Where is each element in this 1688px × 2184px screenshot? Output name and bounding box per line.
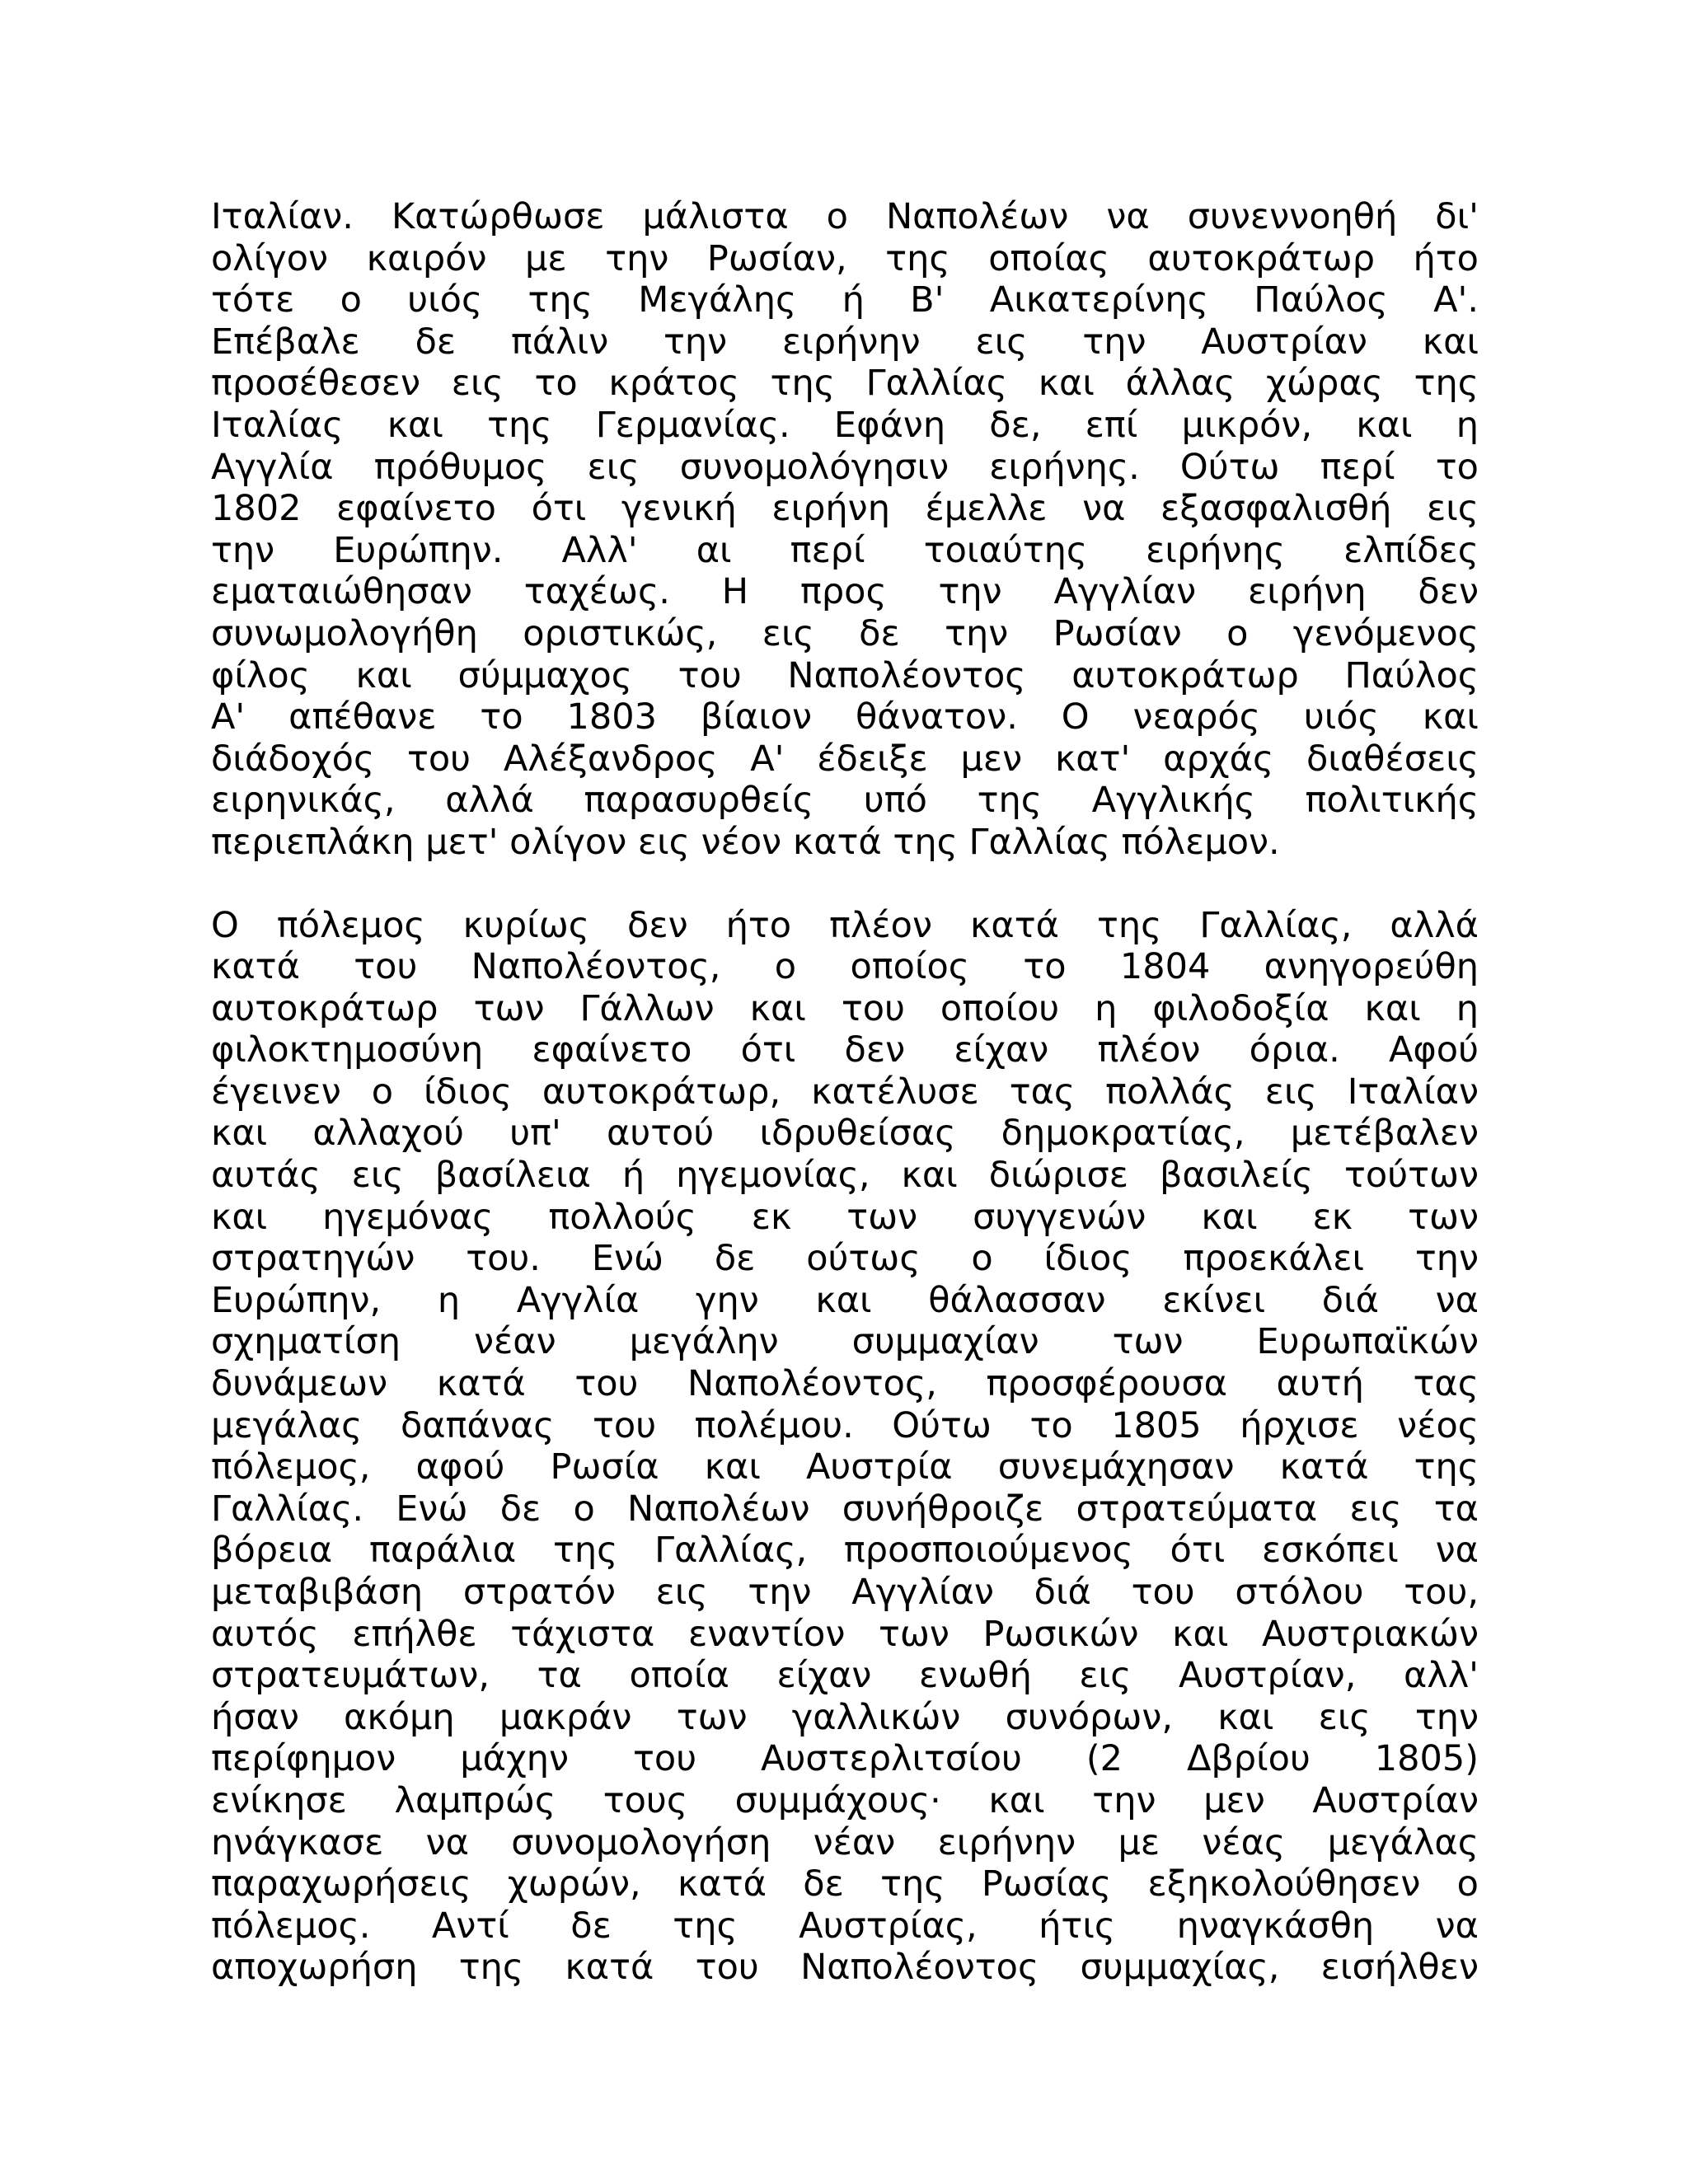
text-line: αυτάς εις βασίλεια ή ηγεμονίας, και διώρισε βασιλείς τούτων — [211, 1155, 1479, 1197]
text-line: Ο πόλεμος κυρίως δεν ήτο πλέον κατά της Γαλλίας, αλλά — [211, 904, 1479, 946]
text-line: πόλεμος, αφού Ρωσία και Αυστρία συνεμάχησαν κατά της — [211, 1446, 1479, 1488]
text-line: περιεπλάκη μετ' ολίγον εις νέον κατά της Γαλλίας πόλεμον. — [211, 821, 1280, 863]
text-line: δυνάμεων κατά του Ναπολέοντος, προσφέρουσα αυτή τας — [211, 1363, 1479, 1405]
text-line: ειρηνικάς, αλλά παρασυρθείς υπό της Αγγλικής πολιτικής — [211, 780, 1479, 822]
text-line: Α' απέθανε το 1803 βίαιον θάνατον. Ο νεαρός υιός και — [211, 696, 1479, 738]
text-line: στρατευμάτων, τα οποία είχαν ενωθή εις Αυστρίαν, αλλ' — [211, 1655, 1479, 1697]
text-line: στρατηγών του. Ενώ δε ούτως ο ίδιος προεκάλει την — [211, 1238, 1479, 1280]
text-line: προσέθεσεν εις το κράτος της Γαλλίας και άλλας χώρας της — [211, 363, 1479, 405]
text-line: αυτός επήλθε τάχιστα εναντίον των Ρωσικών και Αυστριακών — [211, 1613, 1479, 1655]
body-text — [211, 196, 1479, 1989]
text-line: ενίκησε λαμπρώς τους συμμάχους· και την μεν Αυστρίαν — [211, 1779, 1479, 1821]
text-line: πόλεμος. Αντί δε της Αυστρίας, ήτις ηναγκάσθη να — [211, 1905, 1479, 1947]
text-line: εματαιώθησαν ταχέως. Η προς την Αγγλίαν ειρήνη δεν — [211, 571, 1479, 613]
text-line: παραχωρήσεις χωρών, κατά δε της Ρωσίας εξηκολούθησεν ο — [211, 1863, 1479, 1905]
paragraph-2 — [211, 905, 1479, 1989]
text-line: Επέβαλε δε πάλιν την ειρήνην εις την Αυστρίαν και — [211, 321, 1479, 363]
text-line: φιλοκτημοσύνη εφαίνετο ότι δεν είχαν πλέον όρια. Αφού — [211, 1029, 1479, 1071]
text-line: ήσαν ακόμη μακράν των γαλλικών συνόρων, και εις την — [211, 1696, 1479, 1738]
text-line: και ηγεμόνας πολλούς εκ των συγγενών και εκ των — [211, 1196, 1479, 1238]
text-line: περίφημον μάχην του Αυστερλιτσίου (2 Δβρίου 1805) — [211, 1738, 1479, 1780]
text-line: Ιταλίας και της Γερμανίας. Εφάνη δε, επί μικρόν, και η — [211, 404, 1479, 446]
text-line: 1802 εφαίνετο ότι γενική ειρήνη έμελλε να εξασφαλισθή εις — [211, 488, 1479, 530]
text-line: βόρεια παράλια της Γαλλίας, προσποιούμενος ότι εσκόπει να — [211, 1530, 1479, 1572]
text-line: έγεινεν ο ίδιος αυτοκράτωρ, κατέλυσε τας πολλάς εις Ιταλίαν — [211, 1071, 1479, 1113]
text-line: αποχωρήση της κατά του Ναπολέοντος συμμαχίας, εισήλθεν — [211, 1947, 1479, 1989]
text-line: μεταβιβάση στρατόν εις την Αγγλίαν διά του στόλου του, — [211, 1572, 1479, 1613]
text-line: τότε ο υιός της Μεγάλης ή Β' Αικατερίνης Παύλος Α'. — [211, 279, 1479, 321]
text-line: Γαλλίας. Ενώ δε ο Ναπολέων συνήθροιζε στρατεύματα εις τα — [211, 1488, 1479, 1530]
text-line: αυτοκράτωρ των Γάλλων και του οποίου η φιλοδοξία και η — [211, 987, 1479, 1029]
text-line: διάδοχός του Αλέξανδρος Α' έδειξε μεν κατ' αρχάς διαθέσεις — [211, 738, 1479, 780]
text-line: ηνάγκασε να συνομολογήση νέαν ειρήνην με νέας μεγάλας — [211, 1821, 1479, 1863]
text-line: φίλος και σύμμαχος του Ναπολέοντος αυτοκράτωρ Παύλος — [211, 654, 1479, 696]
text-line: κατά του Ναπολέοντος, ο οποίος το 1804 ανηγορεύθη — [211, 946, 1479, 988]
text-line: ολίγον καιρόν με την Ρωσίαν, της οποίας αυτοκράτωρ ήτο — [211, 237, 1479, 279]
text-line: σχηματίση νέαν μεγάλην συμμαχίαν των Ευρωπαϊκών — [211, 1321, 1479, 1363]
text-line: Ευρώπην, η Αγγλία γην και θάλασσαν εκίνει διά να — [211, 1279, 1479, 1321]
text-line: την Ευρώπην. Αλλ' αι περί τοιαύτης ειρήνης ελπίδες — [211, 529, 1479, 571]
text-line: συνωμολογήθη οριστικώς, εις δε την Ρωσίαν ο γενόμενος — [211, 612, 1479, 654]
text-line: και αλλαχού υπ' αυτού ιδρυθείσας δημοκρατίας, μετέβαλεν — [211, 1113, 1479, 1155]
paragraph-1 — [211, 196, 1479, 864]
text-line: Ιταλίαν. Κατώρθωσε μάλιστα ο Ναπολέων να συνεννοηθή δι' — [211, 196, 1479, 237]
text-line: μεγάλας δαπάνας του πολέμου. Ούτω το 1805 ήρχισε νέος — [211, 1404, 1479, 1446]
text-line: Αγγλία πρόθυμος εις συνομολόγησιν ειρήνης. Ούτω περί το — [211, 446, 1479, 488]
